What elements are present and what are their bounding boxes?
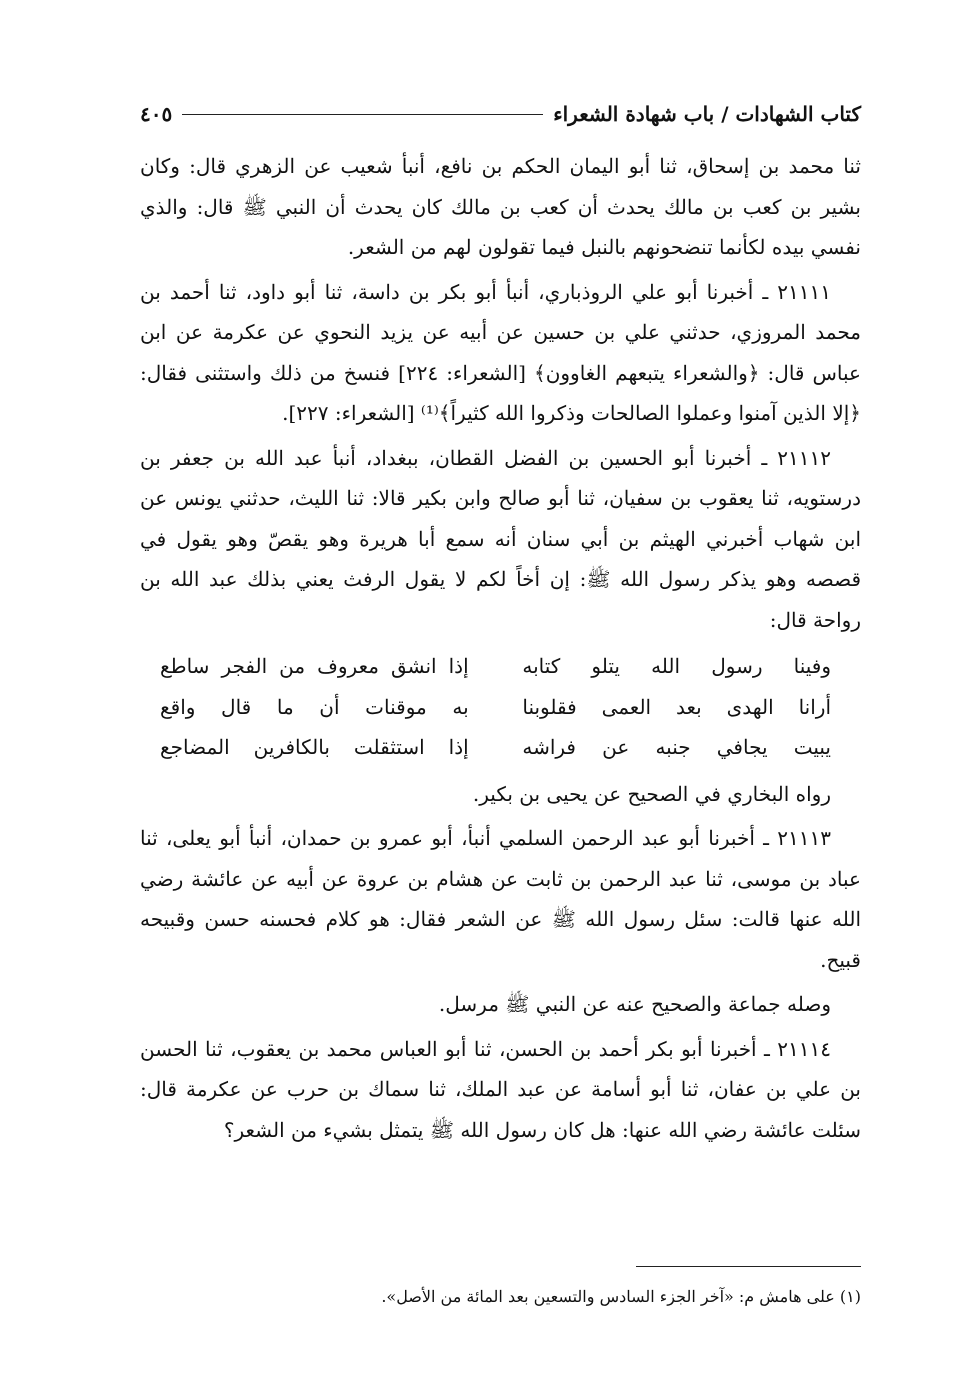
verse-first-hemistich: أرانا الهدى بعد العمى فقلوبنا	[522, 694, 831, 719]
chapter-title: كتاب الشهادات / باب شهادة الشعراء	[553, 102, 861, 126]
paragraph-continuation: ثنا محمد بن إسحاق، ثنا أبو اليمان الحكم بن نافع، أنبأ شعيب عن الزهري قال: وكان بشير بن كعب بن مالك يحدث أن كعب بن مالك كان يحدث أن النبي ﷺ قال: والذي نفسي بيده لكأنما تنضحونهم بالنبل فيما تقولون لهم من الشعر.	[140, 154, 861, 259]
poem-verse	[160, 646, 831, 687]
verse-second-hemistich: إذا استثقلت بالكافرين المضاجع	[160, 735, 469, 759]
footnote: (١) على هامش م: «آخر الجزء السادس والتسعين بعد المائة من الأصل».	[381, 1287, 861, 1306]
poem-block	[140, 646, 861, 768]
hadith-21113: ٢١١١٣ ـ أخبرنا أبو عبد الرحمن السلمي أنبأ، أبو عمرو بن حمدان، أنبأ أبو يعلى، ثنا عباد بن موسى، ثنا عبد الرحمن بن ثابت عن هشام بن عروة عن أبيه عن عائشة رضي الله عنها قالت: سئل رسول الله ﷺ عن الشعر فقال: هو كلام فحسنه حسن وقبيحه قبيح.	[140, 826, 861, 972]
header-rule	[182, 114, 543, 115]
verse-second-hemistich: إذا انشق معروف من الفجر ساطع	[160, 654, 469, 678]
verse-second-hemistich: به موقنات أن ما قال واقع	[160, 694, 469, 719]
poem-verse	[160, 687, 831, 728]
verse-first-hemistich: يبيت يجافي جنبه عن فراشه	[522, 735, 831, 759]
poem-verse	[160, 727, 831, 768]
verse-first-hemistich: وفينا رسول الله يتلو كتابه	[522, 654, 831, 678]
narration-note: وصله جماعة والصحيح عنه عن النبي ﷺ مرسل.	[438, 992, 831, 1016]
footnote-rule	[636, 1266, 861, 1267]
hadith-21114: ٢١١١٤ ـ أخبرنا أبو بكر أحمد بن الحسن، ثنا أبو العباس محمد بن يعقوب، ثنا الحسن بن علي بن عفان، ثنا أبو أسامة عن عبد الملك، ثنا سماك بن حرب عن عكرمة قال: سئلت عائشة رضي الله عنها: هل كان رسول الله ﷺ يتمثل بشيء من الشعر؟	[140, 1036, 861, 1142]
hadith-21111: ٢١١١١ ـ أخبرنا أبو علي الروذباري، أنبأ أبو بكر بن داسة، ثنا أبو داود، ثنا أحمد بن محمد المروزي، حدثني علي بن حسين عن أبيه عن يزيد النحوي عن عكرمة عن ابن عباس قال: ﴿والشعراء يتبعهم الغاوون﴾ [الشعراء: ٢٢٤] فنسخ من ذلك واستثنى فقال: ﴿إلا الذين آمنوا وعملوا الصالحات وذكروا الله كثيراً﴾⁽¹⁾ [الشعراء: ٢٢٧].	[140, 279, 861, 425]
hadith-21112: ٢١١١٢ ـ أخبرنا أبو الحسين بن الفضل القطان، ببغداد، أنبأ عبد الله بن جعفر بن درستويه، ثنا يعقوب بن سفيان، ثنا أبو صالح وابن بكير قالا: ثنا الليث، حدثني يونس عن ابن شهاب أخبرني الهيثم بن أبي سنان أنه سمع أبا هريرة وهو يقصّ وهو يقول في قصصه وهو يذكر رسول الله ﷺ: إن أخاً لكم لا يقول الرفث يعني بذلك عبد الله بن رواحة قال:	[140, 445, 862, 632]
narration-note: رواه البخاري في الصحيح عن يحيى بن بكير.	[472, 781, 831, 806]
page-number: ٤٠٥	[140, 102, 173, 126]
main-text	[140, 146, 861, 1154]
running-header	[140, 96, 861, 132]
